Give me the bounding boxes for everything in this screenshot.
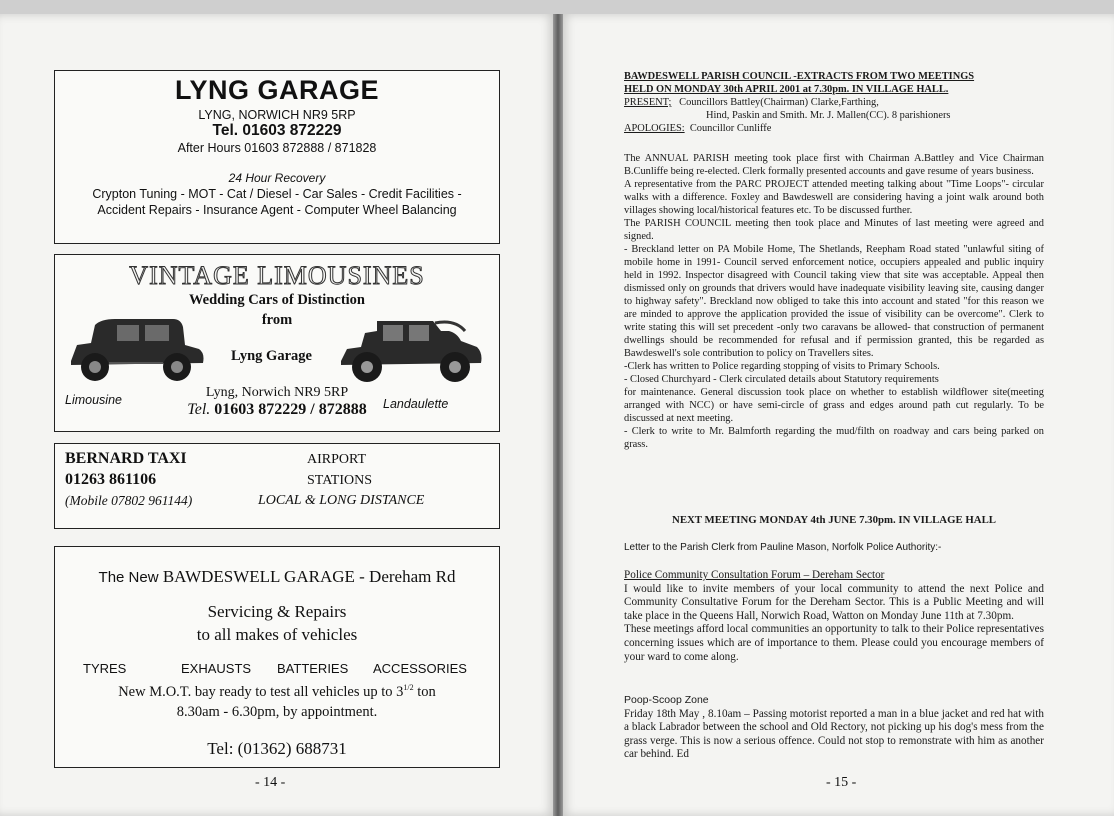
bawdeswell-mot-line (55, 683, 499, 701)
right-page-number: - 15 - (826, 775, 857, 790)
present-line-2: Hind, Paskin and Smith. Mr. J. Mallen(CC). 8 parishioners (706, 110, 951, 121)
poop-scoop-block (624, 694, 1044, 762)
vintage-tel: 01603 872229 / 872888 (214, 401, 367, 418)
bawdeswell-item-batteries: BATTERIES (277, 661, 349, 676)
forum-paragraph: I would like to invite members of your local community to attend the next Police and Community Consultative Forum for the Dereham Sector. This is a Public Meeting and will take place in the Queens Hall, Norwich Road, Watton on Monday June 11th at 7.30pm. (624, 582, 1044, 622)
lyng-garage-recovery: 24 Hour Recovery (228, 171, 326, 185)
minutes-paragraph: The ANNUAL PARISH meeting took place first with Chairman A.Battley and Vice Chairman B.Cunliffe being re-elected. Clerk formally presented accounts and gave resume of years business. (624, 153, 1044, 177)
apologies-label: APOLOGIES: (624, 123, 685, 134)
letter-intro: Letter to the Parish Clerk from Pauline Mason, Norfolk Police Authority:- (624, 542, 942, 553)
bawdeswell-item-accessories: ACCESSORIES (373, 661, 467, 676)
lyng-garage-after-hours: After Hours 01603 872888 / 871828 (177, 141, 377, 155)
bawdeswell-all-makes: to all makes of vehicles (196, 625, 358, 644)
present-label: PRESENT; (624, 97, 672, 108)
left-page-number: - 14 - (255, 775, 286, 790)
minutes-heading-2: HELD ON MONDAY 30th APRIL 2001 at 7.30pm. IN VILLAGE HALL. (624, 84, 949, 95)
minutes-paragraph: - Clerk to write to Mr. Balmforth regarding the mud/filth on roadway and cars being parked on grass. (624, 426, 1044, 450)
bawdeswell-item-tyres: TYRES (83, 661, 127, 676)
bawdeswell-mot-b: ton (413, 683, 436, 700)
taxi-airport: AIRPORT (307, 452, 367, 467)
vintage-subtitle: Wedding Cars of Distinction (188, 292, 366, 308)
minutes-paragraph: - Closed Churchyard - Clerk circulated details about Statutory requirements (624, 374, 939, 385)
minutes-paragraph: A representative from the PARC PROJECT attended meeting talking about "Time Loops"- circular walks with a difference. Foxley and Bawdeswell are considering having a joint walk around both villages showing local/historical features etc. To be discussed further. (624, 179, 1044, 216)
lyng-garage-tel: Tel. 01603 872229 (212, 122, 342, 139)
vintage-limousines-ad (54, 254, 500, 432)
limousine-car-illustration (65, 315, 207, 387)
lyng-garage-services-2: Accident Repairs - Insurance Agent - Computer Wheel Balancing (97, 203, 457, 217)
lyng-garage-services-1: Crypton Tuning - MOT - Cat / Diesel - Car Sales - Credit Facilities - (92, 187, 462, 201)
bawdeswell-garage-title-line (55, 567, 499, 587)
minutes-heading-1: BAWDESWELL PARISH COUNCIL -EXTRACTS FROM TWO MEETINGS (624, 71, 975, 82)
landaulette-car-illustration (337, 317, 485, 389)
bawdeswell-item-exhausts: EXHAUSTS (181, 661, 252, 676)
poop-scoop-heading: Poop-Scoop Zone (624, 694, 709, 706)
lyng-garage-title: LYNG GARAGE (174, 75, 380, 105)
apologies-value: Councillor Cunliffe (689, 123, 772, 134)
taxi-stations: STATIONS (307, 473, 372, 488)
bawdeswell-mot-a: New M.O.T. bay ready to test all vehicles up to 3 (118, 683, 404, 700)
bawdeswell-mot-fraction: 1/2 (403, 683, 414, 692)
vintage-title: VINTAGE LIMOUSINES (129, 261, 425, 290)
taxi-distance: LOCAL & LONG DISTANCE (258, 493, 425, 508)
minutes-paragraph: -Clerk has written to Police regarding stopping of visits to Primary Schools. (624, 361, 940, 372)
minutes-header-block (624, 70, 1044, 135)
minutes-body (624, 152, 1044, 451)
book-spine (553, 14, 563, 816)
minutes-paragraph: for maintenance. General discussion took place on whether to establish wildflower site(meeting arranged with NCC) or have semi-circle of grass and edges around path cut regularly. To be discussed at next meeting. (624, 387, 1044, 424)
present-line-1: Councillors Battley(Chairman) Clarke,Farthing, (679, 97, 879, 108)
taxi-phone: 01263 861106 (65, 471, 157, 488)
minutes-paragraph: - Breckland letter on PA Mobile Home, The Shetlands, Reepham Road stated "unlawful siting of mobile home in 1991- Council served enforcement notice, occupiers appealed and public inquiry held in 1992. Inspector disagreed with Council taking view that site was acceptable. Appeal then dismissed only on grounds that drivers would have inadequate visibility leaving site, causing danger to highway safety". Breckland now obliged to take this into account and stated "for this reason we are minded to approve the application provided the issue of visibility can be overcome". Clerk to write stating this will set precedent -only two caravans be allowed- that construction of permanent dwellings should be recommended for refusal and if permission granted, this be regarded as Bawdeswell's sole contribution to policy on Travellers sites. (624, 244, 1044, 359)
vintage-address: Lyng, Norwich NR9 5RP (205, 385, 349, 400)
bawdeswell-garage-prefix: The New (98, 569, 159, 586)
next-meeting: NEXT MEETING MONDAY 4th JUNE 7.30pm. IN VILLAGE HALL (672, 514, 996, 526)
lyng-garage-ad (54, 70, 500, 244)
forum-paragraph: These meetings afford local communities an opportunity to talk to their Police representatives concerning issues which are of importance to them. Please could you encourage members of your ward to come along. (624, 623, 1044, 663)
taxi-name: BERNARD TAXI (65, 450, 187, 467)
minutes-apologies-line (624, 122, 1044, 135)
poop-scoop-paragraph: Friday 18th May , 8.10am – Passing motorist reported a man in a blue jacket and red hat with a black Labrador between the school and Old Rectory, not picking up his dog's mess from the grass verge. This is now a serious offence. Could not stop to remonstrate with him as another car behind. Ed (624, 707, 1044, 761)
taxi-mobile: (Mobile 07802 961144) (65, 493, 193, 508)
bawdeswell-hours: 8.30am - 6.30pm, by appointment. (176, 704, 378, 720)
limousine-caption: Limousine (65, 393, 122, 407)
vintage-tel-prefix: Tel. (187, 401, 211, 418)
landaulette-caption: Landaulette (383, 397, 449, 411)
bawdeswell-servicing: Servicing & Repairs (207, 602, 347, 621)
minutes-paragraph: The PARISH COUNCIL meeting then took place and Minutes of last meeting were agreed and signed. (624, 218, 1044, 242)
bawdeswell-garage-ad (54, 546, 500, 768)
vintage-garage-name: Lyng Garage (231, 348, 312, 364)
vintage-tel-line (55, 401, 499, 419)
bernard-taxi-ad (54, 443, 500, 529)
minutes-present-line (624, 96, 1044, 109)
vintage-from: from (261, 312, 293, 328)
bawdeswell-tel: Tel: (01362) 688731 (207, 739, 347, 758)
forum-block (624, 569, 1044, 664)
forum-heading: Police Community Consultation Forum – Dereham Sector (624, 569, 885, 581)
bawdeswell-garage-title: BAWDESWELL GARAGE - Dereham Rd (162, 567, 456, 586)
lyng-garage-address: LYNG, NORWICH NR9 5RP (198, 108, 356, 122)
